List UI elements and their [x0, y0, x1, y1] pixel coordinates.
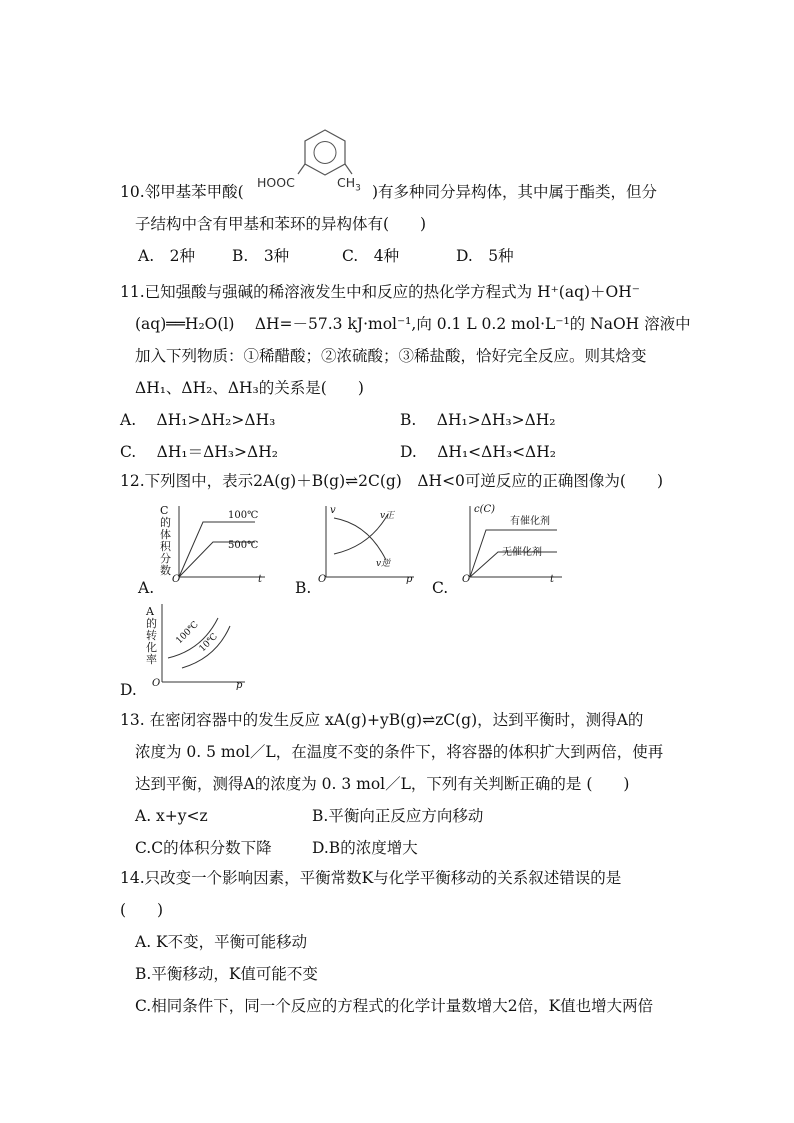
q10-option-c: C. 4种 [342, 247, 400, 265]
q10-formula-sub: 3 [355, 183, 361, 194]
q13-line3: 达到平衡，测得A的浓度为 0. 3 mol／L，下列有关判断正确的是 ( ) [135, 775, 630, 793]
q14-option-a: A. K不变，平衡可能移动 [135, 933, 308, 951]
q13-option-a: A. x+y<z [135, 807, 208, 825]
q11-option-b: B. ΔH₁>ΔH₃>ΔH₂ [400, 411, 556, 429]
q12-label-d: D. [120, 681, 137, 699]
q10-formula-left: HOOC [257, 175, 295, 190]
q13-line1: 13. 在密闭容器中的发生反应 xA(g)+yB(g)⇌zC(g)，达到平衡时，测得A的 [120, 711, 644, 729]
q13-option-d: D.B的浓度增大 [312, 839, 418, 857]
q14-line2: ( ) [120, 901, 164, 919]
q11-option-d: D. ΔH₁<ΔH₃<ΔH₂ [400, 443, 556, 461]
q12-graph-b-curve1: v正 [380, 511, 395, 521]
q10-formula-right: CH [337, 175, 356, 190]
q10-line2: 子结构中含有甲基和苯环的异构体有( ) [135, 215, 427, 233]
q12-graph-c-xlabel: t [550, 574, 555, 585]
q10-option-b: B. 3种 [232, 247, 290, 265]
q12-graph-b-ylabel: v [330, 505, 336, 516]
q10-number: 10. [120, 183, 145, 201]
q12-graph-d-ylabel: A的转化率 [146, 605, 157, 666]
q13-line2: 浓度为 0. 5 mol／L，在温度不变的条件下，将容器的体积扩大到两倍，使再 [135, 743, 664, 761]
q12-graph-d-xlabel: p [236, 680, 243, 691]
q12-graph-d-curve1: 100℃ [174, 619, 201, 647]
q12-graph-d-curve2: 10℃ [197, 631, 220, 655]
q12-label-c: C. [432, 579, 449, 597]
q12-graph-a-origin: O [172, 574, 181, 585]
q11-line2: (aq)══H₂O(l) ΔH=－57.3 kJ·mol⁻¹,向 0.1 L 0.2 mol·L⁻¹的 NaOH 溶液中 [135, 315, 691, 333]
q12-graph-c-ylabel: c(C) [474, 504, 496, 515]
q12-graph-b-xlabel: p [406, 574, 413, 585]
q11-option-a: A. ΔH₁>ΔH₂>ΔH₃ [120, 411, 276, 429]
q12-graph-c-curve1: 有催化剂 [510, 516, 550, 527]
q10-text-pre: 邻甲基苯甲酸( [144, 183, 244, 201]
q12-graph-b-curve2: v逆 [376, 559, 391, 569]
q14-option-c: C.相同条件下，同一个反应的方程式的化学计量数增大2倍，K值也增大两倍 [135, 997, 654, 1015]
q14-option-b: B.平衡移动，K值可能不变 [135, 965, 318, 983]
q10-option-d: D. 5种 [456, 247, 514, 265]
q11-line3: 加入下列物质：①稀醋酸；②浓硫酸；③稀盐酸，恰好完全反应。则其焓变 [135, 347, 647, 365]
q10-option-a: A. 2种 [138, 247, 195, 265]
q12-graph-a-curve1: 100℃ [228, 510, 259, 521]
q12-label-a: A. [138, 579, 155, 597]
q12-graph-a-curve2: 500℃ [228, 540, 259, 551]
q14-line1: 14.只改变一个影响因素，平衡常数K与化学平衡移动的关系叙述错误的是 [120, 869, 622, 887]
q11-line4: ΔH₁、ΔH₂、ΔH₃的关系是( ) [135, 379, 364, 397]
q12-graph-b-origin: O [318, 574, 327, 585]
q12-graph-c-curve2: 无催化剂 [502, 547, 542, 558]
q10-text-post: )有多种同分异构体，其中属于酯类，但分 [372, 183, 658, 201]
q12-graph-a-ylabel: C的体积分数 [160, 504, 171, 577]
q13-option-b: B.平衡向正反应方向移动 [312, 807, 484, 825]
q12-graph-c-origin: O [462, 574, 471, 585]
q11-option-c: C. ΔH₁＝ΔH₃>ΔH₂ [120, 443, 278, 461]
q12-line1: 12.下列图中，表示2A(g)＋B(g)⇌2C(g) ΔH<0可逆反应的正确图像为( ) [120, 472, 664, 490]
q12-graph-d-origin: O [152, 678, 161, 689]
q11-line1: 11.已知强酸与强碱的稀溶液发生中和反应的热化学方程式为 H⁺(aq)＋OH⁻ [120, 283, 640, 301]
q12-label-b: B. [295, 579, 312, 597]
q13-option-c: C.C的体积分数下降 [135, 839, 272, 857]
q12-graph-a-xlabel: t [258, 574, 263, 585]
